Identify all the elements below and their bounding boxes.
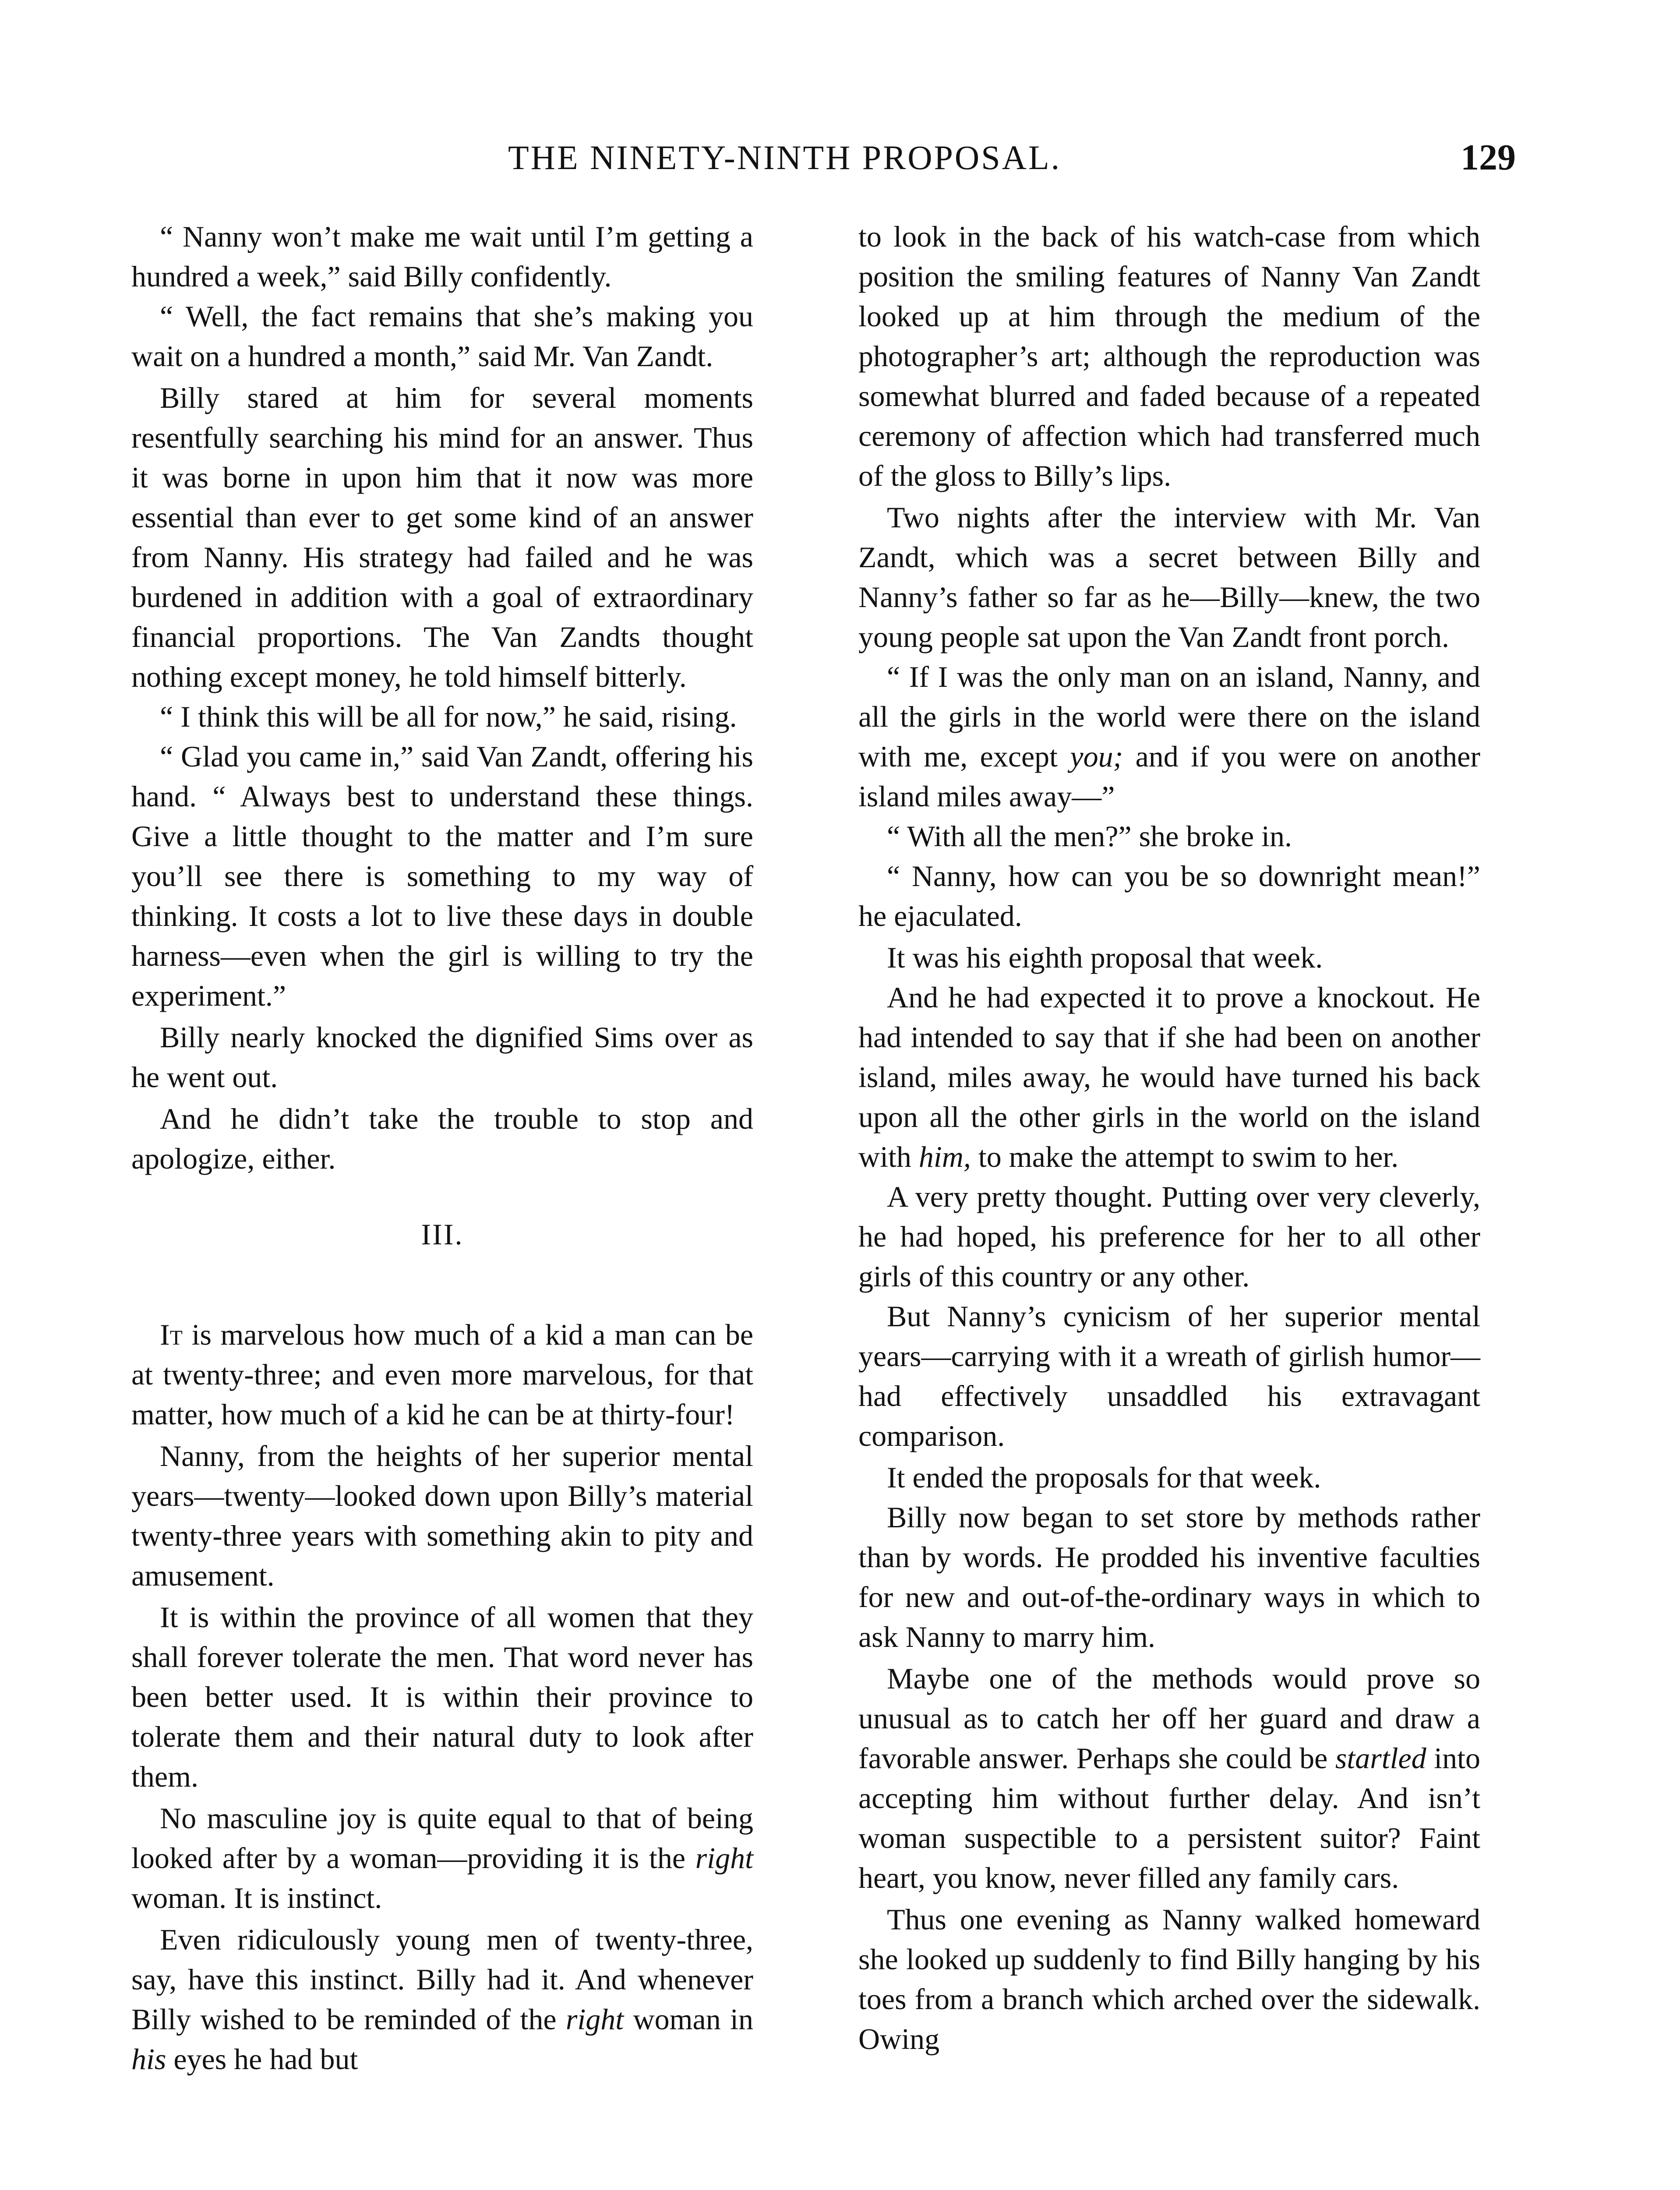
paragraph (858, 1659, 1480, 1898)
paragraph-text: “ If I was the only man on an island, Nanny, and all the girls in the world were there on the island with me, except (858, 660, 1480, 773)
running-head: THE NINETY-NINTH PROPOSAL. (508, 138, 1062, 177)
paragraph-text: No masculine joy is quite equal to that of being looked after by a woman—providing it is the (131, 1801, 753, 1875)
paragraph-text: to make the attempt to swim to her. (971, 1140, 1399, 1173)
emphasis: startled (1335, 1741, 1426, 1775)
paragraph: A very pretty thought. Putting over very cleverly, he had hoped, his preference for her to all other girls of this country or any other. (858, 1180, 1480, 1293)
page-header (0, 131, 1680, 184)
drop-word: It (160, 1318, 183, 1351)
paragraph: “ Well, the fact remains that she’s making you wait on a hundred a month,” said Mr. Van Zandt. (131, 300, 753, 373)
right-column (858, 217, 1480, 2059)
paragraph: Two nights after the interview with Mr. Van Zandt, which was a secret between Billy and Nanny’s father so far as he—Billy—knew, the two young people sat upon the Van Zandt front porch. (858, 501, 1480, 653)
paragraph: But Nanny’s cynicism of her superior mental years—carrying with it a wreath of girlish humor—had effectively unsaddled his extravagant comparison. (858, 1300, 1480, 1452)
paragraph: “ Glad you came in,” said Van Zandt, offering his hand. “ Always best to understand these things. Give a little thought to the matter and I’m sure you’ll see there is something to my way of thinking. It costs a lot to live these days in double harness—even when the girl is willing to try the experiment.” (131, 740, 753, 1012)
paragraph-text: and if you were on another island miles away—” (858, 740, 1481, 813)
paragraph: Billy nearly knocked the dignified Sims over as he went out. (131, 1021, 753, 1094)
paragraph: Billy now began to set store by methods rather than by words. He prodded his inventive faculties for new and out-of-the-ordinary ways in which to ask Nanny to marry him. (858, 1501, 1480, 1653)
paragraph: “ Nanny won’t make me wait until I’m getting a hundred a week,” said Billy confidently. (131, 220, 753, 293)
paragraph (131, 1798, 753, 1918)
emphasis: you; (1070, 740, 1123, 773)
paragraph-text: woman in (624, 2003, 754, 2036)
paragraph-text: eyes he had but (166, 2042, 358, 2076)
paragraph (131, 1920, 753, 2079)
emphasis: his (131, 2042, 166, 2076)
emphasis: right (695, 1841, 753, 1875)
paragraph (858, 978, 1480, 1177)
paragraph: “ I think this will be all for now,” he said, rising. (160, 700, 737, 733)
paragraph: Nanny, from the heights of her superior mental years—twenty—looked down upon Billy’s material twenty-three years with something akin to pity and amusement. (131, 1439, 753, 1592)
paragraph: It is within the province of all women that they shall forever tolerate the men. That word never has been better used. It is within their province to tolerate them and their natural duty to look after them. (131, 1600, 753, 1793)
paragraph (131, 1315, 753, 1434)
paragraph: It was his eighth proposal that week. (887, 941, 1323, 974)
paragraph: It ended the proposals for that week. (887, 1461, 1321, 1494)
paragraph: Billy stared at him for several moments resentfully searching his mind for an answer. Thus it was borne in upon him that it now was more essential than ever to get some kind of an answer from Nanny. His strategy had failed and he was burdened in addition with a goal of extraordinary financial proportions. The Van Zandts thought nothing except money, he told himself bitterly. (131, 381, 753, 693)
section-number: III. (421, 1218, 464, 1251)
paragraph: to look in the back of his watch-case from which position the smiling features of Nanny Van Zandt looked up at him through the medium of the photographer’s art; although the reproduction was somewhat blurred and faded because of a repeated ceremony of affection which had transferred much of the gloss to Billy’s lips. (858, 220, 1480, 492)
paragraph: “ Nanny, how can you be so downright mean!” he ejaculated. (858, 859, 1480, 933)
paragraph: Thus one evening as Nanny walked homeward she looked up suddenly to find Billy hanging by his toes from a branch which arched over the sidewalk. Owing (858, 1903, 1480, 2056)
paragraph-text: Maybe one of the methods would prove so unusual as to catch her off her guard and draw a favorable answer. Perhaps she could be (858, 1662, 1480, 1775)
paragraph-text: is marvelous how much of a kid a man can be at twenty-three; and even more marvelous, for that matter, how much of a kid he can be at thirty-four! (131, 1318, 753, 1431)
page-number: 129 (1461, 137, 1516, 178)
emphasis: him, (918, 1140, 971, 1173)
paragraph-text: into accepting him without further delay. And isn’t woman suspectible to a persistent suitor? Faint heart, you know, never filled any family cars. (858, 1741, 1480, 1894)
paragraph-text: Even ridiculously young men of twenty-three, say, have this instinct. Billy had it. And whenever Billy wished to be reminded of the (131, 1923, 753, 2036)
paragraph-text: woman. It is instinct. (131, 1881, 382, 1914)
paragraph: “ With all the men?” she broke in. (887, 819, 1292, 853)
left-column (131, 217, 753, 2079)
paragraph-text: And he had expected it to prove a knockout. He had intended to say that if she had been on another island, miles away, he would have turned his back upon all the other girls in the world on the island with (858, 981, 1480, 1173)
paragraph (858, 657, 1480, 816)
emphasis: right (565, 2003, 624, 2036)
paragraph: And he didn’t take the trouble to stop and apologize, either. (131, 1102, 753, 1175)
